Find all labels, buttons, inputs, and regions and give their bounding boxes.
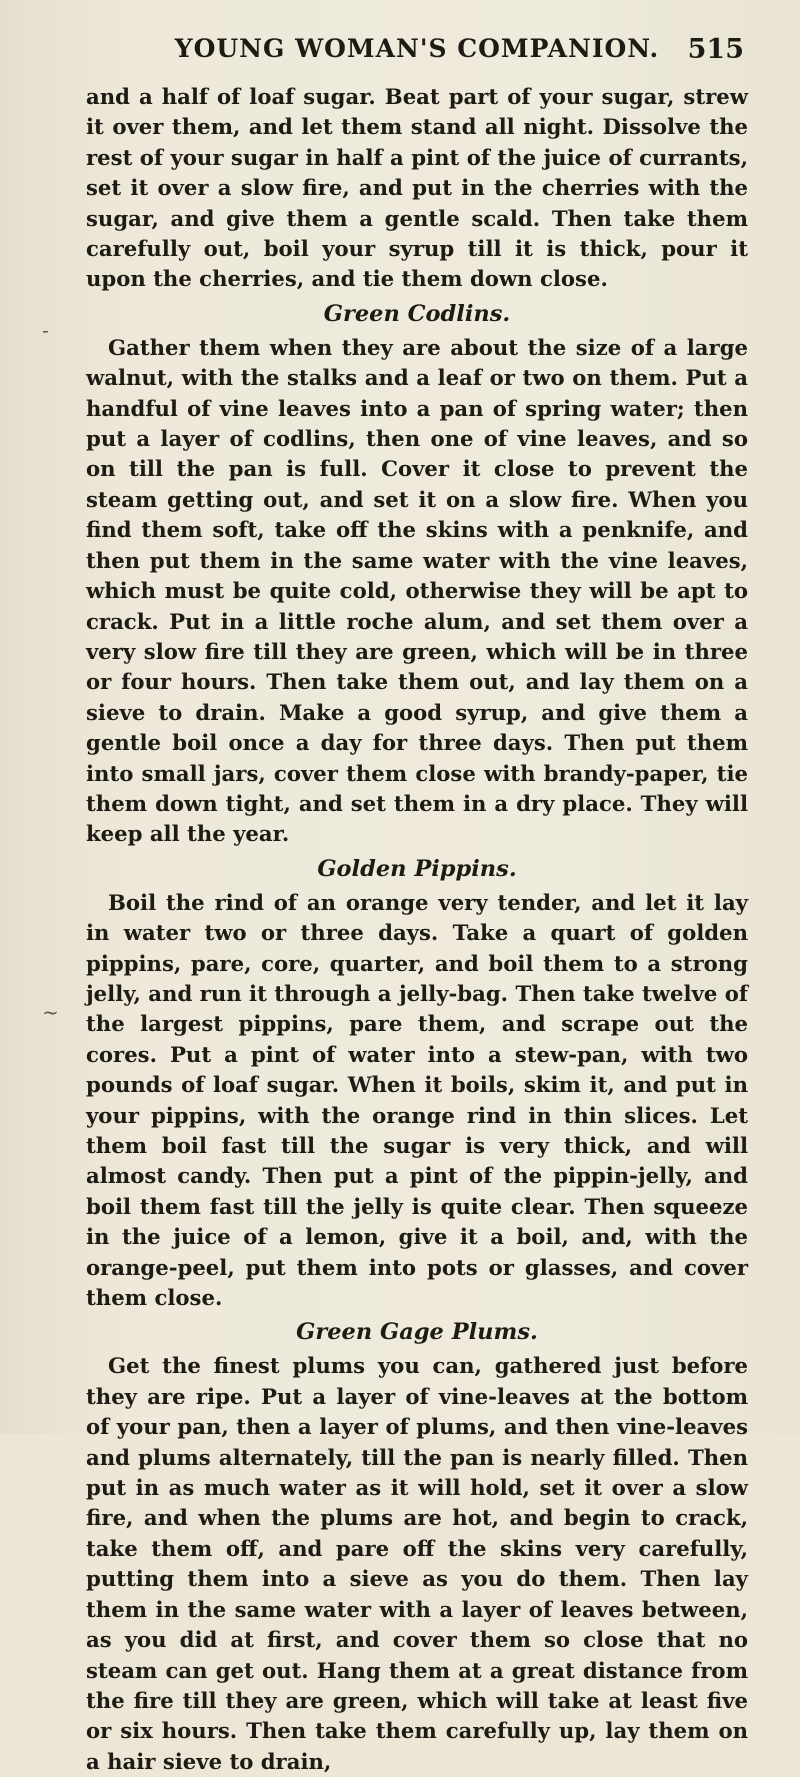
margin-mark: ‑: [42, 318, 49, 342]
running-title: YOUNG WOMAN'S COMPANION.: [174, 34, 660, 63]
recipe-text-golden-pippins: Boil the rind of an orange very tender, and let it lay in water two or three days. Take a quart of golden pippins, pare, core, quarter, and boil them to a strong jelly, and run it through a jelly-bag. Then take twelve of the largest pippins, pare them, and scrape out the cores. Put a pint of water into a stew-pan, with two pounds of loaf sugar. When it boils, skim it, and put in your pippins, with the orange rind in thin slices. Let them boil fast till the sugar is very thick, and will almost candy. Then put a pint of the pippin-jelly, and boil them fast till the jelly is quite clear. Then squeeze in the juice of a lemon, give it a boil, and, with the orange-peel, put them into pots or glasses, and cover them close.: [86, 889, 748, 1311]
recipe-text-green-gage-plums: Get the finest plums you can, gathered just before they are ripe. Put a layer of vine-leaves at the bottom of your pan, then a layer of plums, and then vine-leaves and plums alternately, till the pan is nearly filled. Then put in as much water as it will hold, set it over a slow fire, and when the plums are hot, and begin to crack, take them off, and pare off the skins very carefully, putting them into a sieve as you do them. Then lay them in the same water with a layer of leaves between, as you did at first, and cover them so close that no steam can get out. Hang them at a great distance from the fire till they are green, which will take at least five or six hours. Then take them carefully up, lay them on a hair sieve to drain,: [86, 1353, 748, 1774]
recipe-text-green-codlins: Gather them when they are about the size of a large walnut, with the stalks and a leaf or two on them. Put a handful of vine leaves into a pan of spring water; then put a layer of codlins, then one of vine leaves, and so on till the pan is full. Cover it close to prevent the steam getting out, and set it on a slow fire. When you find them soft, take off the skins with a penknife, and then put them in the same water with the vine leaves, which must be quite cold, otherwise they will be apt to crack. Put in a little roche alum, and set them over a very slow fire till they are green, which will be in three or four hours. Then take them out, and lay them on a sieve to drain. Make a good syrup, and give them a gentle boil once a day for three days. Then put them into small jars, cover them close with brandy-paper, tie them down tight, and set them in a dry place. They will keep all the year.: [86, 334, 748, 847]
page-body: [86, 82, 748, 1777]
recipe-title-golden-pippins: Golden Pippins.: [317, 855, 517, 882]
recipe-title-green-gage-plums: Green Gage Plums.: [296, 1319, 538, 1346]
recipe-title-green-codlins: Green Codlins.: [323, 300, 511, 327]
intro-paragraph: and a half of loaf sugar. Beat part of your sugar, strew it over them, and let them stand all night. Dissolve the rest of your sugar in half a pint of the juice of currants, set it over a slow fire, and put in the cherries with the sugar, and give them a gentle scald. Then take them carefully out, boil your syrup till it is thick, pour it upon the cherries, and tie them down close.: [86, 84, 748, 292]
page-number: 515: [687, 34, 744, 65]
running-head: [86, 34, 748, 70]
margin-mark: ~: [42, 1000, 59, 1024]
